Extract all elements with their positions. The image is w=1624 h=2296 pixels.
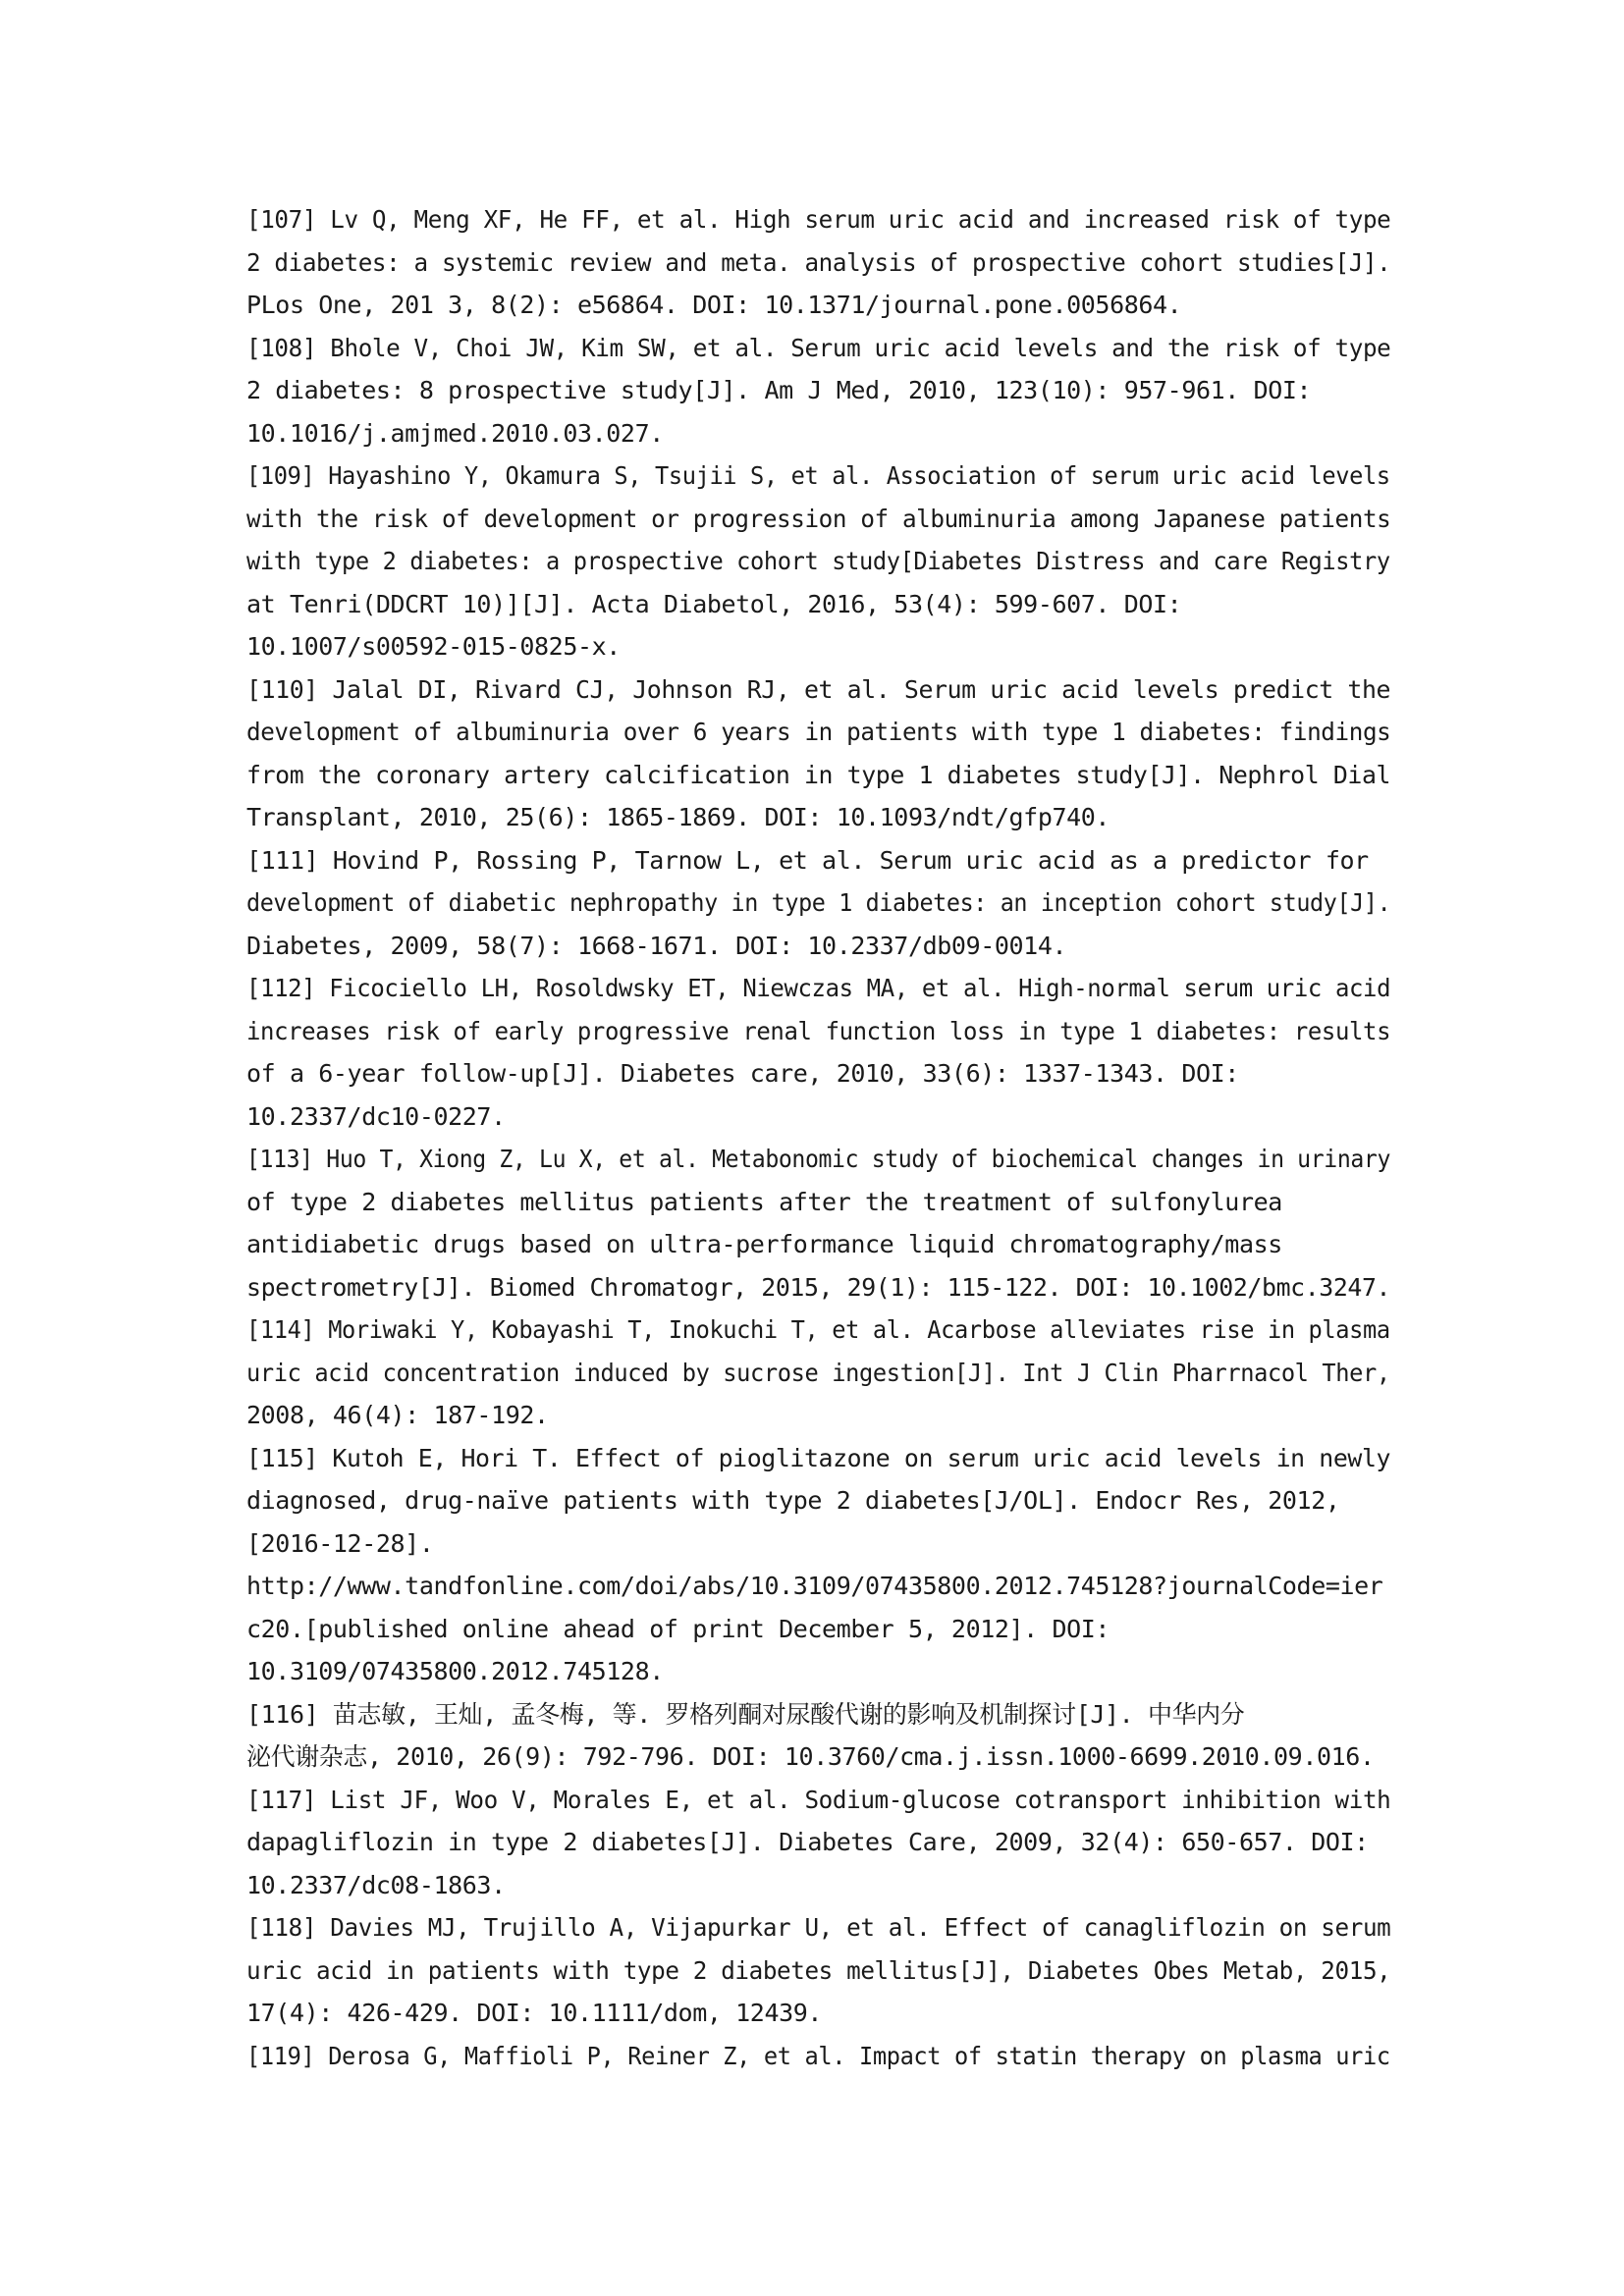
reference-line: with type 2 diabetes: a prospective cohort study[Diabetes Distress and care Registry	[246, 547, 1390, 575]
reference-line: [116] 苗志敏, 王灿, 孟冬梅, 等. 罗格列酮对尿酸代谢的影响及机制探讨[J]. 中华内分	[246, 1699, 1245, 1729]
reference-entry-119	[246, 2035, 1390, 2078]
reference-line: antidiabetic drugs based on ultra-performance liquid chromatography/mass	[246, 1230, 1282, 1258]
reference-line: 泌代谢杂志, 2010, 26(9): 792-796. DOI: 10.3760/cma.j.issn.1000-6699.2010.09.016.	[246, 1742, 1375, 1771]
reference-line: 2 diabetes: a systemic review and meta. analysis of prospective cohort studies[J].	[246, 247, 1391, 277]
reference-line: c20.[published online ahead of print December 5, 2012]. DOI:	[246, 1614, 1110, 1643]
reference-entry-117	[246, 1779, 1390, 1907]
reference-entry-115	[246, 1437, 1390, 1693]
reference-entry-108	[246, 327, 1390, 455]
reference-line: uric acid in patients with type 2 diabetes mellitus[J], Diabetes Obes Metab, 2015,	[246, 1955, 1391, 1985]
reference-line: Transplant, 2010, 25(6): 1865-1869. DOI: 10.1093/ndt/gfp740.	[246, 803, 1110, 831]
reference-entry-109	[246, 454, 1390, 668]
reference-line: [112] Ficociello LH, Rosoldwsky ET, Niewczas MA, et al. High-normal serum uric acid	[246, 974, 1391, 1002]
reference-line: uric acid concentration induced by sucrose ingestion[J]. Int J Clin Pharrnacol Ther,	[246, 1358, 1390, 1387]
reference-line: from the coronary artery calcification in type 1 diabetes study[J]. Nephrol Dial	[246, 760, 1391, 789]
reference-line: 17(4): 426-429. DOI: 10.1111/dom, 12439.	[246, 1999, 823, 2027]
reference-line: Diabetes, 2009, 58(7): 1668-1671. DOI: 10.2337/db09-0014.	[246, 931, 1067, 960]
reference-entry-116	[246, 1693, 1390, 1779]
reference-line: [118] Davies MJ, Trujillo A, Vijapurkar U, et al. Effect of canagliflozin on serum	[246, 1913, 1391, 1942]
reference-line: with the risk of development or progression of albuminuria among Japanese patients	[246, 504, 1391, 533]
reference-line: [115] Kutoh E, Hori T. Effect of pioglitazone on serum uric acid levels in newly	[246, 1443, 1391, 1472]
reference-entry-112	[246, 967, 1390, 1138]
reference-line: 2008, 46(4): 187-192.	[246, 1401, 549, 1429]
reference-line: PLos One, 201 3, 8(2): e56864. DOI: 10.1371/journal.pone.0056864.	[246, 291, 1182, 319]
reference-line: [2016-12-28].	[246, 1528, 434, 1558]
reference-line: of type 2 diabetes mellitus patients after the treatment of sulfonylurea	[246, 1187, 1282, 1216]
reference-line: development of albuminuria over 6 years in patients with type 1 diabetes: findings	[246, 718, 1391, 746]
reference-entry-107	[246, 198, 1390, 327]
reference-line: 10.2337/dc08-1863.	[246, 1870, 506, 1899]
reference-line: dapagliflozin in type 2 diabetes[J]. Diabetes Care, 2009, 32(4): 650-657. DOI:	[246, 1828, 1369, 1856]
reference-entry-118	[246, 1906, 1390, 2035]
reference-line: [107] Lv Q, Meng XF, He FF, et al. High serum uric acid and increased risk of type	[246, 205, 1391, 234]
reference-line: [119] Derosa G, Maffioli P, Reiner Z, et al. Impact of statin therapy on plasma uric	[246, 2041, 1390, 2070]
reference-line: [111] Hovind P, Rossing P, Tarnow L, et al. Serum uric acid as a predictor for	[246, 845, 1369, 875]
reference-entry-110	[246, 668, 1390, 839]
reference-entry-114	[246, 1308, 1390, 1437]
reference-line: [117] List JF, Woo V, Morales E, et al. Sodium-glucose cotransport inhibition with	[246, 1785, 1391, 1814]
reference-line: development of diabetic nephropathy in type 1 diabetes: an inception cohort study[J].	[246, 888, 1391, 917]
reference-entry-113	[246, 1138, 1390, 1308]
reference-list	[246, 198, 1390, 2077]
reference-line: 10.2337/dc10-0227.	[246, 1101, 506, 1131]
reference-line: of a 6-year follow-up[J]. Diabetes care, 2010, 33(6): 1337-1343. DOI:	[246, 1059, 1239, 1088]
reference-line: increases risk of early progressive renal function loss in type 1 diabetes: results	[246, 1016, 1391, 1045]
reference-line: [114] Moriwaki Y, Kobayashi T, Inokuchi T, et al. Acarbose alleviates rise in plasma	[246, 1315, 1390, 1344]
reference-line: http://www.tandfonline.com/doi/abs/10.3109/07435800.2012.745128?journalCode=ier	[246, 1572, 1383, 1600]
reference-line: at Tenri(DDCRT 10)][J]. Acta Diabetol, 2016, 53(4): 599-607. DOI:	[246, 589, 1182, 618]
reference-line: 2 diabetes: 8 prospective study[J]. Am J Med, 2010, 123(10): 957-961. DOI:	[246, 376, 1312, 404]
reference-line: [113] Huo T, Xiong Z, Lu X, et al. Metabonomic study of biochemical changes in urinary	[246, 1145, 1391, 1173]
reference-line: 10.1007/s00592-015-0825-x.	[246, 632, 621, 661]
reference-line: spectrometry[J]. Biomed Chromatogr, 2015, 29(1): 115-122. DOI: 10.1002/bmc.3247.	[246, 1272, 1391, 1302]
reference-line: 10.1016/j.amjmed.2010.03.027.	[246, 418, 664, 448]
reference-line: [108] Bhole V, Choi JW, Kim SW, et al. Serum uric acid levels and the risk of type	[246, 333, 1391, 362]
reference-line: 10.3109/07435800.2012.745128.	[246, 1657, 664, 1685]
reference-entry-111	[246, 839, 1390, 968]
reference-line: diagnosed, drug-naïve patients with type 2 diabetes[J/OL]. Endocr Res, 2012,	[246, 1486, 1340, 1515]
reference-line: [109] Hayashino Y, Okamura S, Tsujii S, et al. Association of serum uric acid levels	[246, 461, 1390, 490]
reference-line: [110] Jalal DI, Rivard CJ, Johnson RJ, et al. Serum uric acid levels predict the	[246, 674, 1391, 704]
